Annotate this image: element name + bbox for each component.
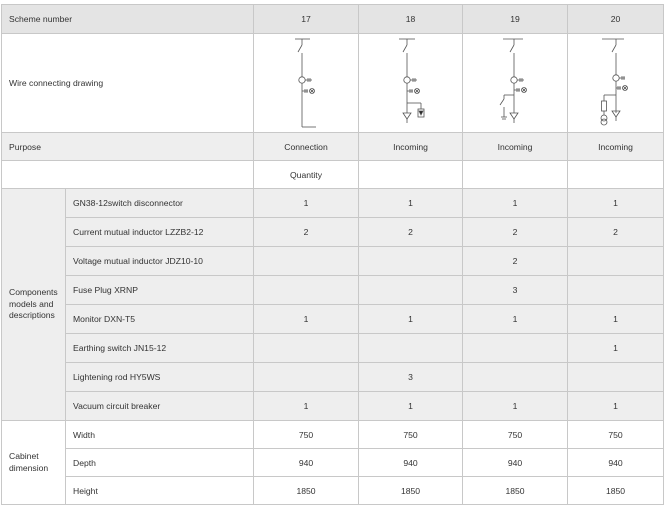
component-qty: 1 xyxy=(568,189,664,218)
purpose-cell: Incoming xyxy=(568,133,664,161)
quantity-label: Quantity xyxy=(254,161,359,189)
component-qty xyxy=(254,247,359,276)
incoming-pt-scheme-diagram xyxy=(495,37,535,129)
component-qty: 2 xyxy=(254,218,359,247)
header-row xyxy=(2,5,664,34)
cabinet-dimension-value: 940 xyxy=(463,449,568,477)
cabinet-dimension-value: 750 xyxy=(359,421,463,449)
cabinet-dimension-name: Height xyxy=(66,477,254,505)
wire-drawing-label: Wire connecting drawing xyxy=(2,34,254,133)
component-qty: 1 xyxy=(463,305,568,334)
component-name: Monitor DXN-T5 xyxy=(66,305,254,334)
component-qty: 1 xyxy=(463,189,568,218)
component-name: GN38-12switch disconnector xyxy=(66,189,254,218)
component-qty xyxy=(254,363,359,392)
quantity-empty-cell xyxy=(2,161,254,189)
scheme-diagram-cell xyxy=(463,34,568,133)
component-qty xyxy=(463,363,568,392)
component-qty: 3 xyxy=(463,276,568,305)
scheme-spec-table xyxy=(1,4,664,505)
quantity-empty-cell xyxy=(463,161,568,189)
purpose-cell: Incoming xyxy=(359,133,463,161)
cabinet-dimension-value: 1850 xyxy=(463,477,568,505)
cabinet-dimension-value: 940 xyxy=(359,449,463,477)
component-qty: 1 xyxy=(463,392,568,421)
cabinet-dimension-name: Depth xyxy=(66,449,254,477)
scheme-diagram-cell xyxy=(568,34,664,133)
component-name: Voltage mutual inductor JDZ10-10 xyxy=(66,247,254,276)
component-qty: 1 xyxy=(568,392,664,421)
cabinet-dimension-value: 750 xyxy=(254,421,359,449)
cabinet-dimension-value: 1850 xyxy=(254,477,359,505)
component-name: Vacuum circuit breaker xyxy=(66,392,254,421)
component-qty xyxy=(359,334,463,363)
cabinet-dimension-value: 1850 xyxy=(568,477,664,505)
connection-scheme-diagram xyxy=(286,37,326,129)
purpose-label: Purpose xyxy=(2,133,254,161)
component-qty xyxy=(568,276,664,305)
scheme-number-label: Scheme number xyxy=(2,5,254,34)
cabinet-row xyxy=(2,477,664,505)
component-row xyxy=(2,392,664,421)
purpose-cell: Incoming xyxy=(463,133,568,161)
scheme-number-cell: 18 xyxy=(359,5,463,34)
component-qty xyxy=(463,334,568,363)
component-qty xyxy=(568,363,664,392)
component-qty: 1 xyxy=(568,305,664,334)
component-qty: 1 xyxy=(359,305,463,334)
component-name: Fuse Plug XRNP xyxy=(66,276,254,305)
component-qty xyxy=(568,247,664,276)
component-row xyxy=(2,276,664,305)
cabinet-dimension-value: 750 xyxy=(568,421,664,449)
component-name: Current mutual inductor LZZB2-12 xyxy=(66,218,254,247)
purpose-row xyxy=(2,133,664,161)
component-qty: 2 xyxy=(463,218,568,247)
component-qty: 1 xyxy=(254,392,359,421)
component-row xyxy=(2,334,664,363)
component-qty: 2 xyxy=(359,218,463,247)
component-row xyxy=(2,189,664,218)
cabinet-dimension-name: Width xyxy=(66,421,254,449)
component-qty xyxy=(359,247,463,276)
component-name: Lightening rod HY5WS xyxy=(66,363,254,392)
quantity-empty-cell xyxy=(359,161,463,189)
component-qty: 1 xyxy=(254,305,359,334)
quantity-empty-cell xyxy=(568,161,664,189)
cabinet-row xyxy=(2,421,664,449)
component-row xyxy=(2,305,664,334)
component-row xyxy=(2,247,664,276)
component-qty: 1 xyxy=(359,392,463,421)
component-qty xyxy=(254,334,359,363)
scheme-number-cell: 19 xyxy=(463,5,568,34)
scheme-diagram-cell xyxy=(359,34,463,133)
component-qty: 3 xyxy=(359,363,463,392)
purpose-cell: Connection xyxy=(254,133,359,161)
quantity-row xyxy=(2,161,664,189)
component-qty xyxy=(359,276,463,305)
component-qty: 1 xyxy=(568,334,664,363)
cabinet-dimension-value: 1850 xyxy=(359,477,463,505)
incoming-scheme-diagram xyxy=(391,37,431,129)
component-qty: 2 xyxy=(568,218,664,247)
components-group-label: Components models and descriptions xyxy=(2,189,66,421)
cabinet-dimension-value: 940 xyxy=(568,449,664,477)
scheme-diagram-cell xyxy=(254,34,359,133)
cabinet-dimension-value: 750 xyxy=(463,421,568,449)
cabinet-group-label: Cabinet dimension xyxy=(2,421,66,505)
component-qty: 1 xyxy=(359,189,463,218)
component-qty xyxy=(254,276,359,305)
component-name: Earthing switch JN15-12 xyxy=(66,334,254,363)
component-qty: 2 xyxy=(463,247,568,276)
component-row xyxy=(2,363,664,392)
incoming-fuse-scheme-diagram xyxy=(596,37,636,129)
drawing-row xyxy=(2,34,664,133)
component-qty: 1 xyxy=(254,189,359,218)
cabinet-dimension-value: 940 xyxy=(254,449,359,477)
cabinet-row xyxy=(2,449,664,477)
component-row xyxy=(2,218,664,247)
scheme-number-cell: 20 xyxy=(568,5,664,34)
scheme-number-cell: 17 xyxy=(254,5,359,34)
